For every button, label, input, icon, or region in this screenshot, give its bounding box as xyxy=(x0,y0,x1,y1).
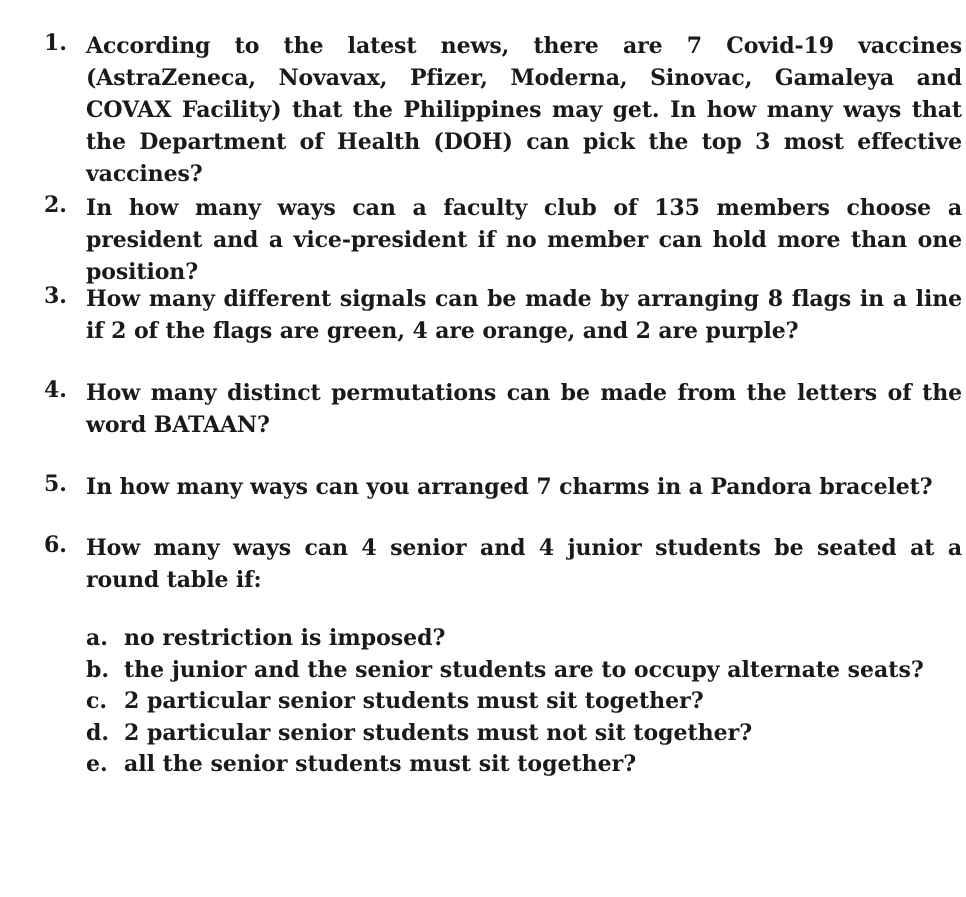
sub-item-letter: d. xyxy=(86,719,110,746)
question-text: How many distinct permutations can be made from the letters of the word BATAAN? xyxy=(86,380,962,438)
sub-item-letter: b. xyxy=(86,656,110,683)
sub-item-letter: c. xyxy=(86,688,108,714)
question-number: 5. xyxy=(44,471,67,497)
question-3 xyxy=(36,283,962,347)
question-text: In how many ways can a faculty club of 135 members choose a president and a vice-president if no member can hold more than one position? xyxy=(86,195,962,285)
question-text: How many different signals can be made by arranging 8 flags in a line if 2 of the flags are green, 4 are orange, and 2 are purple? xyxy=(86,286,962,344)
sub-item-text: all the senior students must sit together? xyxy=(124,751,637,777)
question-6 xyxy=(36,532,962,596)
question-1 xyxy=(36,30,962,190)
sub-item-text: 2 particular senior students must sit together? xyxy=(124,688,704,714)
question-4 xyxy=(36,377,962,441)
sub-item-a xyxy=(86,623,946,655)
sub-item-text: 2 particular senior students must not sit together? xyxy=(124,719,753,746)
question-number: 1. xyxy=(44,30,67,56)
question-number: 3. xyxy=(44,283,67,309)
question-text: How many ways can 4 senior and 4 junior students be seated at a round table if: xyxy=(86,535,962,593)
question-number: 2. xyxy=(44,192,67,218)
question-5 xyxy=(36,471,962,503)
sub-item-e xyxy=(86,749,946,781)
sub-item-b xyxy=(86,655,946,687)
question-number: 4. xyxy=(44,377,67,403)
question-text: According to the latest news, there are 7 Covid-19 vaccines (AstraZeneca, Novavax, Pfizer, Moderna, Sinovac, Gamaleya and COVAX Facility) that the Philippines may get. In how many ways that the Department of Health (DOH) can pick the top 3 most effective vaccines? xyxy=(86,33,962,187)
sub-item-c xyxy=(86,686,946,718)
question-6-sub-items xyxy=(86,623,946,781)
question-2 xyxy=(36,192,962,288)
sub-item-text: no restriction is imposed? xyxy=(124,625,446,651)
question-number: 6. xyxy=(44,532,67,558)
sub-item-letter: e. xyxy=(86,751,108,777)
question-text: In how many ways can you arranged 7 charms in a Pandora bracelet? xyxy=(86,474,933,500)
sub-item-d xyxy=(86,718,946,750)
sub-item-text: the junior and the senior students are to occupy alternate seats? xyxy=(124,656,924,683)
sub-item-letter: a. xyxy=(86,625,108,651)
